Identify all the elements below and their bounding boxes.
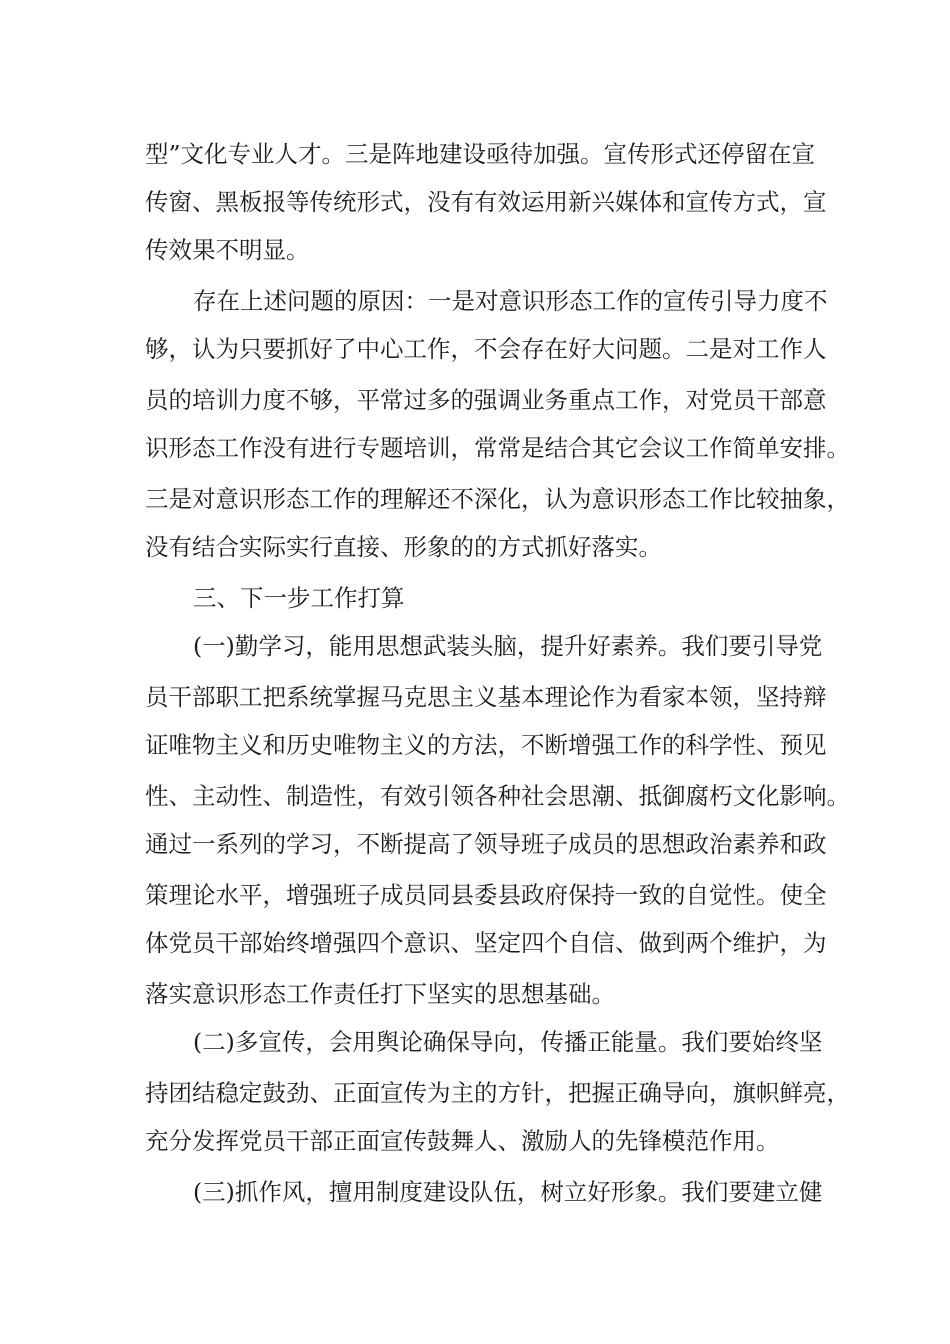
text-line: 没有结合实际实行直接、形象的的方式抓好落实。 bbox=[145, 533, 662, 561]
paragraph-first-line: (一)勤学习，能用思想武装头脑，提升好素养。我们要引导党 bbox=[193, 632, 823, 660]
text-line: 落实意识形态工作责任打下坚实的思想基础。 bbox=[145, 980, 615, 1008]
text-line: 员干部职工把系统掌握马克思主义基本理论作为看家本领，坚持辩 bbox=[145, 683, 827, 711]
text-line: 策理论水平，增强班子成员同县委县政府保持一致的自觉性。使全 bbox=[145, 881, 827, 909]
text-line: 体党员干部始终增强四个意识、坚定四个自信、做到两个维护，为 bbox=[145, 929, 827, 957]
text-line: 识形态工作没有进行专题培训，常常是结合其它会议工作简单安排。 bbox=[145, 434, 850, 462]
paragraph-first-line: (三)抓作风，擅用制度建设队伍，树立好形象。我们要建立健 bbox=[193, 1178, 823, 1206]
paragraph-first-line: 存在上述问题的原因：一是对意识形态工作的宣传引导力度不 bbox=[193, 287, 828, 315]
section-heading: 三、下一步工作打算 bbox=[193, 584, 405, 612]
text-line: 证唯物主义和历史唯物主义的方法，不断增强工作的科学性、预见 bbox=[145, 731, 827, 759]
paragraph-first-line: (二)多宣传，会用舆论确保导向，传播正能量。我们要始终坚 bbox=[193, 1028, 823, 1056]
text-line: 充分发挥党员干部正面宣传鼓舞人、激励人的先锋模范作用。 bbox=[145, 1127, 780, 1155]
text-line: 三是对意识形态工作的理解还不深化，认为意识形态工作比较抽象， bbox=[145, 485, 850, 513]
text-line: 传窗、黑板报等传统形式，没有有效运用新兴媒体和宣传方式，宣 bbox=[145, 188, 827, 216]
text-line: 员的培训力度不够，平常过多的强调业务重点工作，对党员干部意 bbox=[145, 386, 827, 414]
text-line: 性、主动性、制造性，有效引领各种社会思潮、抵御腐朽文化影响。 bbox=[145, 782, 850, 810]
text-line: 传效果不明显。 bbox=[145, 236, 310, 264]
text-line: 通过一系列的学习，不断提高了领导班子成员的思想政治素养和政 bbox=[145, 830, 827, 858]
text-line: 够，认为只要抓好了中心工作，不会存在好大问题。二是对工作人 bbox=[145, 335, 827, 363]
text-line: 持团结稳定鼓劲、正面宣传为主的方针，把握正确导向，旗帜鲜亮， bbox=[145, 1079, 850, 1107]
text-line: 型”文化专业人才。三是阵地建设亟待加强。宣传形式还停留在宣 bbox=[145, 140, 816, 168]
